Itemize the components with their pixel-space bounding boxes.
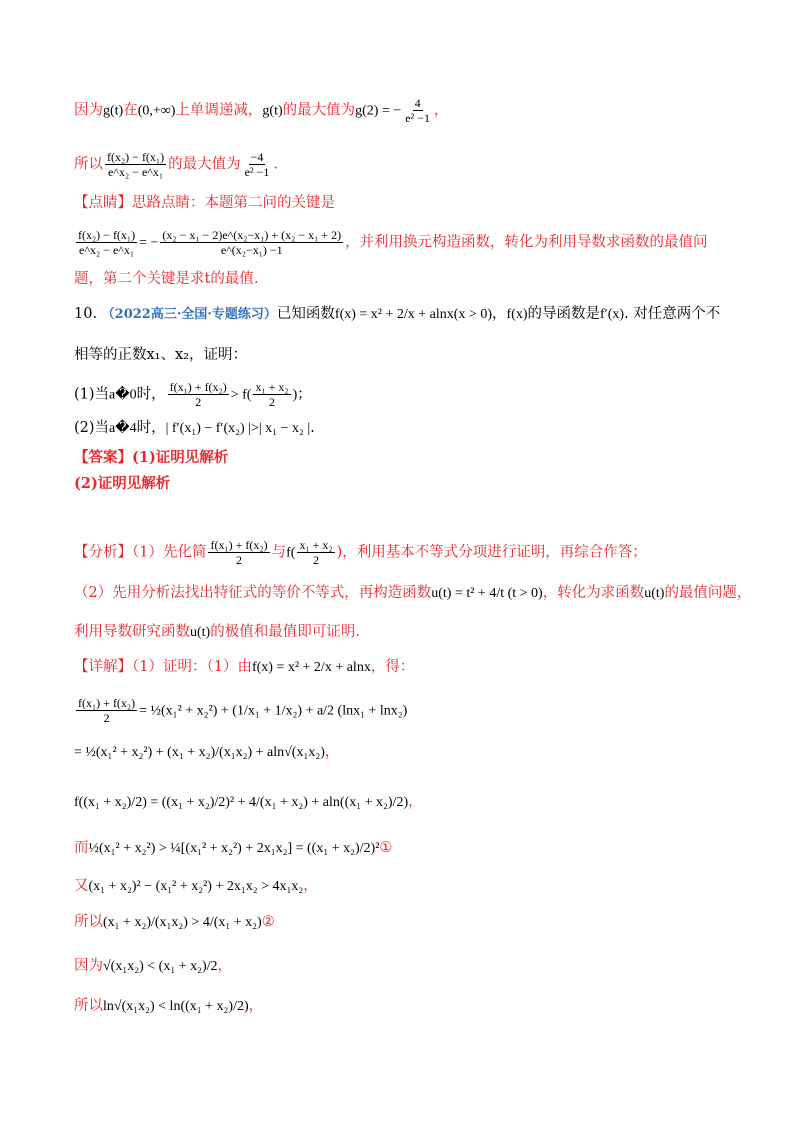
- equation-4: 而½(x₁² + x₂²) > ¼[(x₁² + x₂²) + 2x₁x₂] = ((x₁ + x₂)/2)²①: [74, 840, 393, 856]
- question-part-1: (1)当a�0时， $\frac{\text{f(x₁) + f(x₂)}}{2}$ > f( $\frac{\text{x₁ + x₂}}{2}$ )；: [74, 380, 312, 409]
- equation-3: f((x₁ + x₂)/2) = ((x₁ + x₂)/2)² + 4/(x₁ + x₂) + aln((x₁ + x₂)/2)，: [74, 794, 423, 810]
- equation-2: = ½(x₁² + x₂²) + (x₁ + x₂)/(x₁x₂) + aln√(x₁x₂)，: [74, 744, 340, 760]
- solution-line-1: 因为g(t)在(0,+∞)上单调递减，g(t)的最大值为g(2) = − $\frac{4}{\text{e² −1}}$ ，: [74, 96, 449, 125]
- question-10-line-1: 10. （2022高三·全国·专题练习）已知函数f(x) = x² + 2/x + alnx(x > 0)，f(x)的导函数是f′(x). 对任意两个不: [74, 306, 721, 322]
- equation-1: $\frac{\text{f(x₁) + f(x₂)}}{2}$ = ½(x₁² + x₂²) + (1/x₁ + 1/x₂) + a/2 (lnx₁ + lnx₂): [78, 696, 408, 725]
- tip-formula-line: $\frac{\text{f(x₂) − f(x₁)}}{\text{e\textasciicircum{}x₂ − e\textasciicircum{}x₁}}$ = − $\frac{\text{(x₂ − x₁ − 2)e\textasciicircum{}(x₂−x₁) + (x₂ − x₁ + 2)}}{\text{e\textasciicircum{}(x₂−x₁) −1}}$ ，并利用换元构造函数，转化为利用导数求函数的最值问: [78, 228, 708, 257]
- answer-line-1: 【答案】(1)证明见解析: [74, 449, 229, 466]
- analysis-line-3: 利用导数研究函数u(t)的极值和最值即可证明.: [74, 624, 360, 640]
- question-number: 10.: [74, 306, 98, 322]
- answer-line-2: (2)证明见解析: [74, 475, 171, 492]
- question-part-2: (2)当a�4时，| f′(x₁) − f′(x₂) |>| x₁ − x₂ |.: [74, 420, 315, 436]
- tip-line-2: 题，第二个关键是求t的最值.: [74, 271, 259, 287]
- equation-6: 所以(x₁ + x₂)/(x₁x₂) > 4/(x₁ + x₂)②: [74, 914, 275, 930]
- question-10-line-2: 相等的正数x₁、x₂，证明：: [74, 347, 247, 363]
- equation-7: 因为√(x₁x₂) < (x₁ + x₂)/2，: [74, 958, 233, 974]
- analysis-line-2: （2）先用分析法找出特征式的等价不等式，再构造函数u(t) = t² + 4/t (t > 0)，转化为求函数u(t)的最值问题，: [74, 585, 752, 601]
- solution-line-2: 所以 $\frac{\text{f(x₂) − f(x₁)}}{\text{e\textasciicircum{}x₂ − e\textasciicircum{}x₁}}$ 的最大值为 $\frac{-4}{\text{e² −1}}$ .: [74, 150, 278, 179]
- tip-heading: 【点睛】思路点睛：本题第二问的关键是: [74, 195, 335, 211]
- equation-8: 所以ln√(x₁x₂) < ln((x₁ + x₂)/2)，: [74, 998, 264, 1014]
- equation-5: 又(x₁ + x₂)² − (x₁² + x₂²) + 2x₁x₂ > 4x₁x₂，: [74, 878, 318, 894]
- question-source: （2022高三·全国·专题练习）: [101, 307, 277, 322]
- detail-heading: 【详解】（1）证明：（1）由f(x) = x² + 2/x + alnx，得：: [74, 659, 415, 675]
- analysis-line-1: 【分析】（1）先化简 $\frac{\text{f(x₁) + f(x₂)}}{2}$ 与f( $\frac{\text{x₁ + x₂}}{2}$ )，利用基本不等式分项进行证明，再综合作答；: [74, 538, 647, 567]
